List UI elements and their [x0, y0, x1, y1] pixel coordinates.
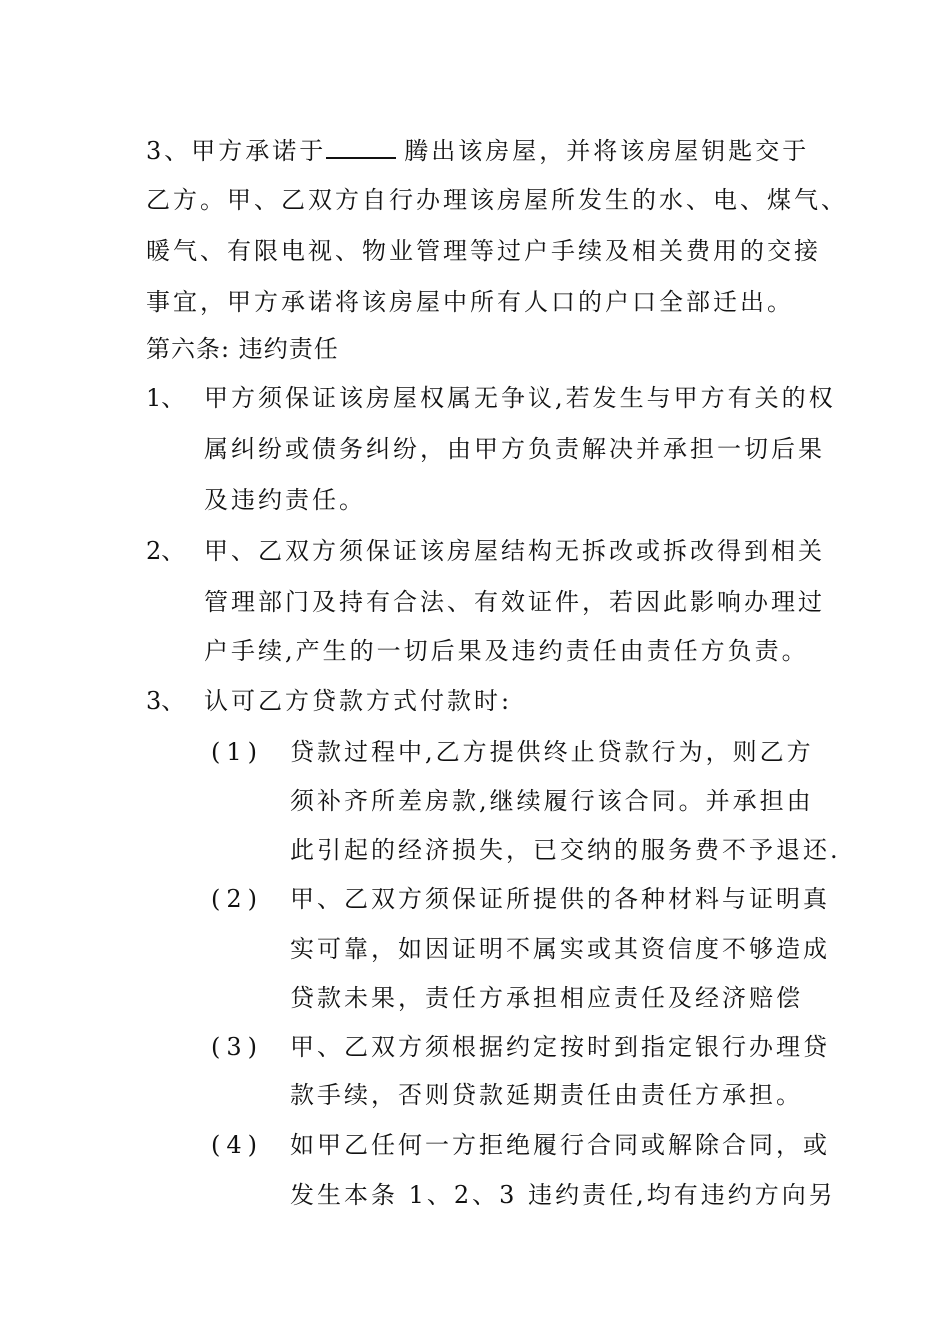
subitem-line: 贷款未果，责任方承担相应责任及经济赔偿	[290, 984, 803, 1012]
subitem-line: 须补齐所差房款,继续履行该合同。并承担由	[290, 787, 814, 815]
subitem-number: (1)	[211, 738, 263, 766]
article-heading: 第六条: 违约责任	[146, 335, 339, 363]
subitem-line: 款手续，否则贷款延期责任由责任方承担。	[290, 1081, 803, 1109]
item-line: 属纠纷或债务纠纷，由甲方负责解决并承担一切后果	[204, 435, 825, 463]
clause3-line: 暖气、有限电视、物业管理等过户手续及相关费用的交接	[146, 237, 821, 265]
item-line: 户手续,产生的一切后果及违约责任由责任方负责。	[204, 637, 809, 665]
clause3-after-blank: 腾出该房屋，并将该房屋钥匙交于	[404, 137, 810, 165]
clause3-first-line	[146, 135, 809, 166]
item-line: 及违约责任。	[204, 486, 366, 514]
item-line: 认可乙方贷款方式付款时:	[204, 687, 513, 715]
subitem-line: 实可靠，如因证明不属实或其资信度不够造成	[290, 935, 830, 963]
subitem-line: 发生本条 1、2、3 违约责任,均有违约方向另	[290, 1181, 836, 1209]
item-line: 甲、乙双方须保证该房屋结构无拆改或拆改得到相关	[204, 537, 825, 565]
item-number: 1、	[146, 384, 186, 412]
subitem-number: (3)	[211, 1033, 263, 1061]
item-number: 2、	[146, 537, 186, 565]
clause3-line: 乙方。甲、乙双方自行办理该房屋所发生的水、电、煤气、	[146, 186, 848, 214]
clause3-line: 事宜，甲方承诺将该房屋中所有人口的户口全部迁出。	[146, 288, 794, 316]
subitem-line: 甲、乙双方须保证所提供的各种材料与证明真	[290, 885, 830, 913]
clause3-prefix: 3、甲方承诺于	[146, 137, 327, 165]
item-number: 3、	[146, 687, 186, 715]
subitem-number: (2)	[211, 885, 263, 913]
item-line: 管理部门及持有合法、有效证件，若因此影响办理过	[204, 588, 825, 616]
subitem-number: (4)	[211, 1131, 263, 1159]
subitem-line: 贷款过程中,乙方提供终止贷款行为，则乙方	[290, 738, 814, 766]
subitem-line: 此引起的经济损失，已交纳的服务费不予退还.	[290, 836, 841, 864]
date-blank	[326, 135, 396, 159]
item-line: 甲方须保证该房屋权属无争议,若发生与甲方有关的权	[204, 384, 836, 412]
subitem-line: 甲、乙双方须根据约定按时到指定银行办理贷	[290, 1033, 830, 1061]
subitem-line: 如甲乙任何一方拒绝履行合同或解除合同，或	[290, 1131, 830, 1159]
